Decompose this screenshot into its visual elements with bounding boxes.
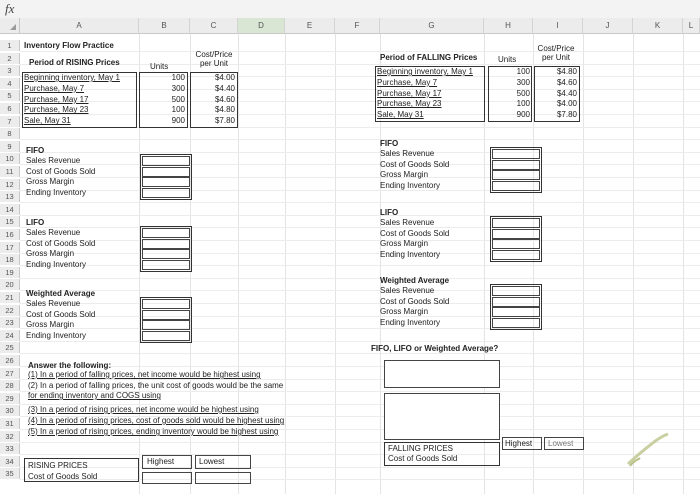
rising-lowest-label: Lowest <box>199 457 225 466</box>
rising-units-label: Units <box>150 62 169 71</box>
rising-lowest-cell[interactable] <box>195 455 251 469</box>
row-header-18[interactable]: 18 <box>0 254 20 265</box>
grid-line <box>633 34 634 494</box>
falling-highest-label: Highest <box>505 439 533 448</box>
grid-line <box>20 64 700 65</box>
row-header-25[interactable]: 25 <box>0 342 20 353</box>
right-method-line: Sales Revenue <box>380 286 435 295</box>
falling-prices-label: FALLING PRICES <box>388 444 453 453</box>
rising-highest-cell[interactable] <box>142 455 192 469</box>
row-header-31[interactable]: 31 <box>0 418 20 429</box>
left-method-line: Cost of Goods Sold <box>26 166 96 176</box>
falling-bottom-label-box <box>384 442 500 466</box>
falling-item-units: 100 <box>516 99 530 109</box>
grid-line <box>20 278 700 279</box>
row-header-2[interactable]: 2 <box>0 53 20 64</box>
row-header-32[interactable]: 32 <box>0 431 20 442</box>
grid-line <box>20 164 700 165</box>
rising-lowest-answer[interactable] <box>195 472 251 484</box>
row-header-16[interactable]: 16 <box>0 229 20 240</box>
row-header-8[interactable]: 8 <box>0 128 20 139</box>
grid-line <box>285 34 286 494</box>
right-method-line: Sales Revenue <box>380 149 435 158</box>
answer-box-1[interactable] <box>384 360 500 388</box>
left-method-box <box>140 297 192 343</box>
row-header-6[interactable]: 6 <box>0 103 20 114</box>
row-header-21[interactable]: 21 <box>0 292 20 303</box>
column-header-h[interactable]: H <box>484 18 533 34</box>
row-header-13[interactable]: 13 <box>0 191 20 202</box>
falling-item-label: Sale, May 31 <box>377 110 424 120</box>
column-header-d[interactable]: D <box>238 18 285 34</box>
grid-line <box>683 34 684 494</box>
formula-bar[interactable] <box>0 0 700 19</box>
left-method-line: Cost of Goods Sold <box>26 309 96 319</box>
question-2b: for ending inventory and COGS using <box>28 391 161 400</box>
row-header-27[interactable]: 27 <box>0 368 20 379</box>
row-header-23[interactable]: 23 <box>0 317 20 328</box>
grid-line <box>20 190 700 191</box>
row-header-34[interactable]: 34 <box>0 456 20 467</box>
fx-icon: fx <box>5 1 15 16</box>
right-method-box <box>490 216 542 262</box>
left-method-line: Sales Revenue <box>26 299 81 308</box>
question-1: (1) In a period of falling prices, net income would be highest using <box>28 370 261 379</box>
rising-item-cost: $7.80 <box>214 116 235 126</box>
row-header-19[interactable]: 19 <box>0 267 20 278</box>
column-header-c[interactable]: C <box>190 18 238 34</box>
question-3: (3) In a period of rising prices, net income would be highest using <box>28 405 259 414</box>
row-header-11[interactable]: 11 <box>0 166 20 177</box>
left-method-line: Gross Margin <box>26 249 75 258</box>
right-method-line: Ending Inventory <box>380 317 441 327</box>
right-method-box <box>490 147 542 193</box>
grid-line <box>20 51 700 52</box>
rising-item-units: 100 <box>171 73 185 82</box>
falling-cost-label: Cost/Price <box>537 44 575 53</box>
questions-title: Answer the following: <box>28 361 112 370</box>
right-method-line: Gross Margin <box>380 170 429 179</box>
left-method-line: Ending Inventory <box>26 187 87 197</box>
left-method-line: Ending Inventory <box>26 259 87 269</box>
grid-line <box>20 177 700 178</box>
choice-prompt: FIFO, LIFO or Weighted Average? <box>371 344 499 353</box>
rising-cost-label-2: per Unit <box>199 59 228 68</box>
column-header-j[interactable]: J <box>583 18 633 34</box>
row-header-10[interactable]: 10 <box>0 153 20 164</box>
right-fifo-title: FIFO <box>380 139 399 148</box>
falling-item-cost: $4.00 <box>556 99 577 109</box>
rising-item-label: Sale, May 31 <box>24 116 71 126</box>
falling-item-cost: $4.80 <box>556 67 577 76</box>
pen-scribble-icon <box>624 430 674 470</box>
right-method-line: Ending Inventory <box>380 180 441 190</box>
grid-line <box>20 240 700 241</box>
right-method-line: Cost of Goods Sold <box>380 228 450 238</box>
rising-item-cost: $4.80 <box>214 105 235 115</box>
sheet-title: Inventory Flow Practice <box>24 41 114 50</box>
rising-prices-label: RISING PRICES <box>28 461 88 470</box>
rising-item-label: Purchase, May 17 <box>24 94 89 104</box>
grid-line <box>20 366 700 367</box>
grid-line <box>583 34 584 494</box>
column-header-l[interactable]: L <box>683 18 700 34</box>
rising-item-cost: $4.60 <box>214 94 235 104</box>
right-method-box <box>490 284 542 330</box>
row-header-14[interactable]: 14 <box>0 204 20 215</box>
row-header-12[interactable]: 12 <box>0 179 20 190</box>
grid-line <box>20 454 700 455</box>
right-weighted-average-title: Weighted Average <box>380 276 450 285</box>
left-lifo-title: LIFO <box>26 218 45 227</box>
rising-item-cost: $4.00 <box>214 73 235 82</box>
row-header-26[interactable]: 26 <box>0 355 20 366</box>
falling-lowest-label: Lowest <box>548 439 574 448</box>
grid-line <box>20 328 700 329</box>
column-header-a[interactable]: A <box>20 18 139 34</box>
rising-highest-answer[interactable] <box>142 472 192 484</box>
grid-line <box>20 442 700 443</box>
left-weighted-average-title: Weighted Average <box>26 289 96 298</box>
left-method-line: Ending Inventory <box>26 330 87 340</box>
falling-item-units: 300 <box>516 77 530 87</box>
row-header-7[interactable]: 7 <box>0 116 20 127</box>
rising-item-units: 100 <box>171 105 185 115</box>
column-header-e[interactable]: E <box>285 18 335 34</box>
row-header-30[interactable]: 30 <box>0 405 20 416</box>
grid-line <box>20 316 700 317</box>
falling-item-units: 900 <box>516 110 530 120</box>
row-header-9[interactable]: 9 <box>0 141 20 152</box>
left-method-line: Gross Margin <box>26 177 75 186</box>
falling-cost-label-2: per Unit <box>541 53 570 62</box>
question-5: (5) In a period of rising prices, ending inventory would be highest using <box>28 427 279 436</box>
falling-units-label: Units <box>498 55 517 64</box>
falling-item-cost: $4.40 <box>556 88 577 98</box>
falling-item-cost: $4.60 <box>556 77 577 87</box>
grid-line <box>20 353 700 354</box>
row-header-5[interactable]: 5 <box>0 90 20 101</box>
grid-line <box>20 290 700 291</box>
rising-cost-label: Cost/Price <box>195 50 233 59</box>
select-all-corner[interactable] <box>0 18 20 34</box>
left-method-line: Sales Revenue <box>26 228 81 237</box>
row-header-15[interactable]: 15 <box>0 216 20 227</box>
falling-highest-cell[interactable] <box>502 437 542 450</box>
falling-item-units: 500 <box>516 88 530 98</box>
grid-line <box>20 341 700 342</box>
column-header-k[interactable]: K <box>633 18 683 34</box>
falling-item-cost: $7.80 <box>556 110 577 120</box>
rising-header: Period of RISING Prices <box>29 58 120 67</box>
question-2a: (2) In a period of falling prices, the unit cost of goods would be the same <box>28 381 284 390</box>
column-header-f[interactable]: F <box>335 18 380 34</box>
grid-line <box>20 139 700 140</box>
row-header-33[interactable]: 33 <box>0 443 20 454</box>
grid-line <box>20 253 700 254</box>
right-method-line: Ending Inventory <box>380 249 441 259</box>
falling-item-units: 100 <box>516 67 530 76</box>
rising-bottom-label-box <box>24 458 139 482</box>
right-method-line: Cost of Goods Sold <box>380 159 450 169</box>
falling-item-label: Beginning inventory, May 1 <box>377 67 473 76</box>
rising-item-label: Purchase, May 7 <box>24 83 85 93</box>
answer-box-2[interactable] <box>384 393 500 440</box>
left-method-box <box>140 154 192 200</box>
left-method-line: Sales Revenue <box>26 156 81 165</box>
right-method-line: Gross Margin <box>380 239 429 248</box>
row-header-29[interactable]: 29 <box>0 393 20 404</box>
row-header-1[interactable]: 1 <box>0 40 20 51</box>
right-method-line: Sales Revenue <box>380 218 435 227</box>
grid-line <box>20 202 700 203</box>
left-method-box <box>140 226 192 272</box>
right-method-line: Cost of Goods Sold <box>380 296 450 306</box>
falling-lowest-cell[interactable] <box>544 437 584 450</box>
rising-cogs-label: Cost of Goods Sold <box>28 472 98 481</box>
grid-line <box>335 34 336 494</box>
row-header-20[interactable]: 20 <box>0 279 20 290</box>
row-header-17[interactable]: 17 <box>0 242 20 253</box>
rising-item-cost: $4.40 <box>214 83 235 93</box>
rising-highest-label: Highest <box>147 457 175 466</box>
rising-item-units: 500 <box>171 94 185 104</box>
falling-item-label: Purchase, May 23 <box>377 99 442 109</box>
left-method-line: Cost of Goods Sold <box>26 238 96 248</box>
rising-item-units: 300 <box>171 83 185 93</box>
falling-item-label: Purchase, May 7 <box>377 77 438 87</box>
grid-line <box>20 152 700 153</box>
row-header-22[interactable]: 22 <box>0 305 20 316</box>
grid-line <box>20 227 700 228</box>
rising-item-label: Beginning inventory, May 1 <box>24 73 120 82</box>
rising-item-units: 900 <box>171 116 185 126</box>
column-header-b[interactable]: B <box>139 18 190 34</box>
row-header-35[interactable]: 35 <box>0 468 20 479</box>
grid-line <box>20 303 700 304</box>
left-fifo-title: FIFO <box>26 146 45 155</box>
column-header-g[interactable]: G <box>380 18 484 34</box>
falling-item-label: Purchase, May 17 <box>377 88 442 98</box>
question-4: (4) In a period of rising prices, cost of goods sold would be highest using <box>28 416 285 425</box>
row-header-4[interactable]: 4 <box>0 78 20 89</box>
left-method-line: Gross Margin <box>26 320 75 329</box>
rising-item-label: Purchase, May 23 <box>24 105 89 115</box>
falling-header: Period of FALLING Prices <box>380 53 478 62</box>
right-lifo-title: LIFO <box>380 208 399 217</box>
row-header-3[interactable]: 3 <box>0 65 20 76</box>
right-method-line: Gross Margin <box>380 307 429 316</box>
falling-cogs-label: Cost of Goods Sold <box>388 454 458 463</box>
grid-line <box>20 215 700 216</box>
row-header-28[interactable]: 28 <box>0 380 20 391</box>
column-header-i[interactable]: I <box>533 18 583 34</box>
grid-line <box>20 265 700 266</box>
row-header-24[interactable]: 24 <box>0 330 20 341</box>
